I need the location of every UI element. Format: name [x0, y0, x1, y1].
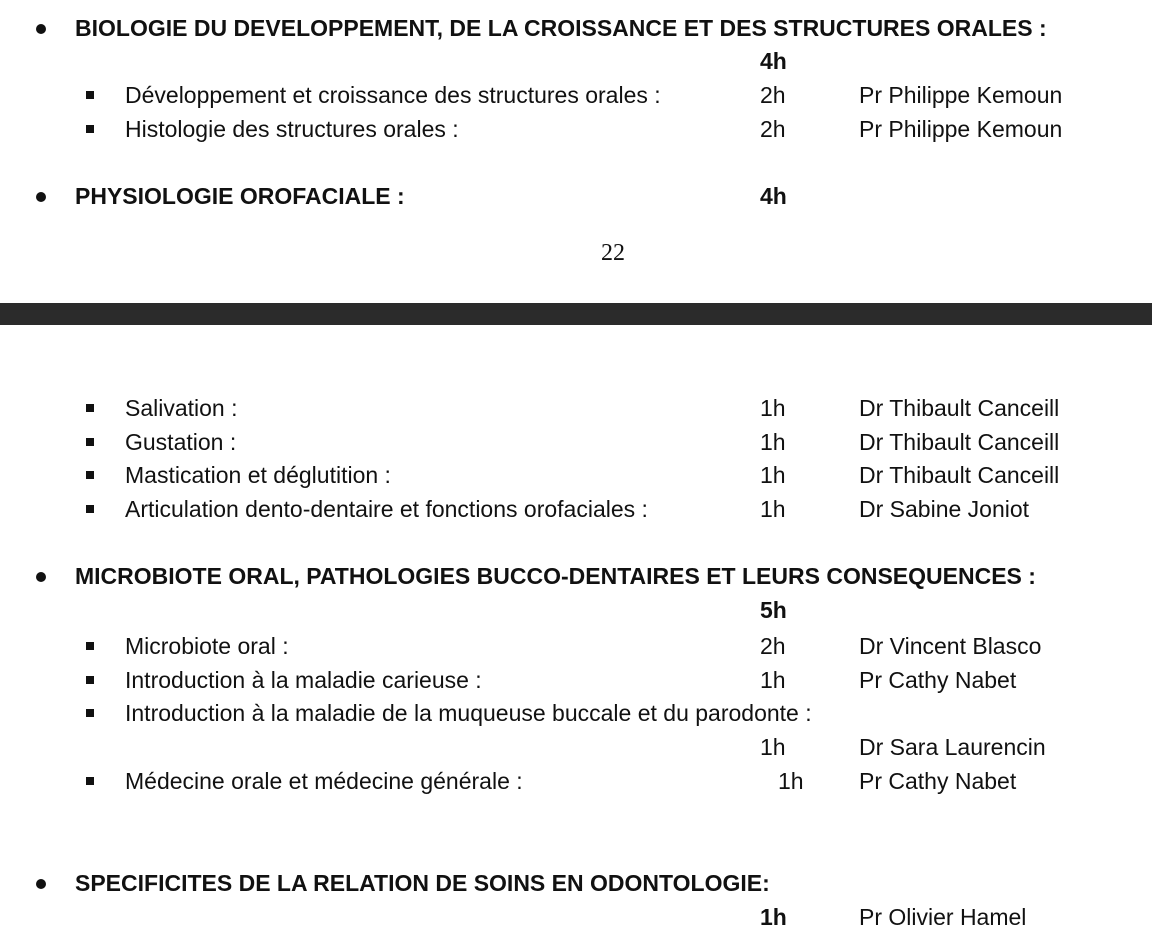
- course-teacher: Dr Thibault Canceill: [859, 395, 1060, 421]
- course-label: Articulation dento-dentaire et fonctions orofaciales :: [125, 496, 648, 522]
- course-label: Salivation :: [125, 395, 238, 421]
- page-break-divider: [0, 303, 1152, 325]
- square-bullet-icon: [86, 505, 94, 513]
- square-bullet-icon: [86, 642, 94, 650]
- course-hours: 1h: [760, 429, 786, 455]
- square-bullet-icon: [86, 91, 94, 99]
- course-label: Mastication et déglutition :: [125, 462, 391, 488]
- course-teacher: Dr Sara Laurencin: [859, 734, 1046, 760]
- section-total-hours: 4h: [760, 183, 787, 209]
- course-hours: 1h: [760, 667, 786, 693]
- course-teacher: Pr Olivier Hamel: [859, 904, 1027, 930]
- course-label: Développement et croissance des structures orales :: [125, 82, 661, 108]
- bullet-icon: [36, 879, 46, 889]
- square-bullet-icon: [86, 709, 94, 717]
- square-bullet-icon: [86, 438, 94, 446]
- course-item: [0, 112, 1152, 146]
- section-total-hours: 1h: [760, 904, 787, 930]
- course-item-continuation: [0, 730, 1152, 764]
- course-item: [0, 78, 1152, 112]
- square-bullet-icon: [86, 676, 94, 684]
- section-heading-biologie: [0, 11, 1152, 45]
- course-teacher: Pr Cathy Nabet: [859, 667, 1017, 693]
- course-item: [0, 696, 1152, 730]
- page-number: 22: [601, 240, 625, 266]
- section-total-hours: 5h: [760, 597, 787, 623]
- section-total-row: [0, 44, 1152, 78]
- course-hours: 1h: [760, 734, 786, 760]
- course-item: [0, 425, 1152, 459]
- course-label: Histologie des structures orales :: [125, 116, 459, 142]
- course-teacher: Dr Sabine Joniot: [859, 496, 1030, 522]
- section-title: BIOLOGIE DU DEVELOPPEMENT, DE LA CROISSANCE ET DES STRUCTURES ORALES :: [75, 15, 1047, 41]
- course-label: Introduction à la maladie carieuse :: [125, 667, 482, 693]
- course-hours: 1h: [760, 496, 786, 522]
- section-title: SPECIFICITES DE LA RELATION DE SOINS EN ODONTOLOGIE:: [75, 870, 770, 896]
- course-teacher: Dr Thibault Canceill: [859, 462, 1060, 488]
- section-title: MICROBIOTE ORAL, PATHOLOGIES BUCCO-DENTAIRES ET LEURS CONSEQUENCES :: [75, 563, 1036, 589]
- course-hours: 1h: [778, 768, 804, 794]
- section-total-hours: 4h: [760, 48, 787, 74]
- course-label: Médecine orale et médecine générale :: [125, 768, 523, 794]
- course-label: Gustation :: [125, 429, 237, 455]
- square-bullet-icon: [86, 471, 94, 479]
- course-teacher: Pr Cathy Nabet: [859, 768, 1017, 794]
- course-item: [0, 391, 1152, 425]
- course-hours: 1h: [760, 462, 786, 488]
- bullet-icon: [36, 24, 46, 34]
- course-item: [0, 458, 1152, 492]
- square-bullet-icon: [86, 125, 94, 133]
- course-hours: 2h: [760, 633, 786, 659]
- section-heading-specificites: [0, 866, 1152, 900]
- square-bullet-icon: [86, 404, 94, 412]
- section-title: PHYSIOLOGIE OROFACIALE :: [75, 183, 405, 209]
- course-hours: 1h: [760, 395, 786, 421]
- square-bullet-icon: [86, 777, 94, 785]
- section-total-row: [0, 900, 1152, 934]
- course-teacher: Pr Philippe Kemoun: [859, 116, 1063, 142]
- section-total-row: [0, 593, 1152, 627]
- course-teacher: Dr Vincent Blasco: [859, 633, 1042, 659]
- bullet-icon: [36, 192, 46, 202]
- course-teacher: Dr Thibault Canceill: [859, 429, 1060, 455]
- course-label: Introduction à la maladie de la muqueuse buccale et du parodonte :: [125, 700, 812, 726]
- course-item: [0, 764, 1152, 798]
- course-hours: 2h: [760, 82, 786, 108]
- section-heading-physiologie: [0, 179, 1152, 213]
- course-item: [0, 629, 1152, 663]
- course-label: Microbiote oral :: [125, 633, 289, 659]
- course-item: [0, 663, 1152, 697]
- section-heading-microbiote: [0, 559, 1152, 593]
- course-item: [0, 492, 1152, 526]
- course-teacher: Pr Philippe Kemoun: [859, 82, 1063, 108]
- bullet-icon: [36, 572, 46, 582]
- course-hours: 2h: [760, 116, 786, 142]
